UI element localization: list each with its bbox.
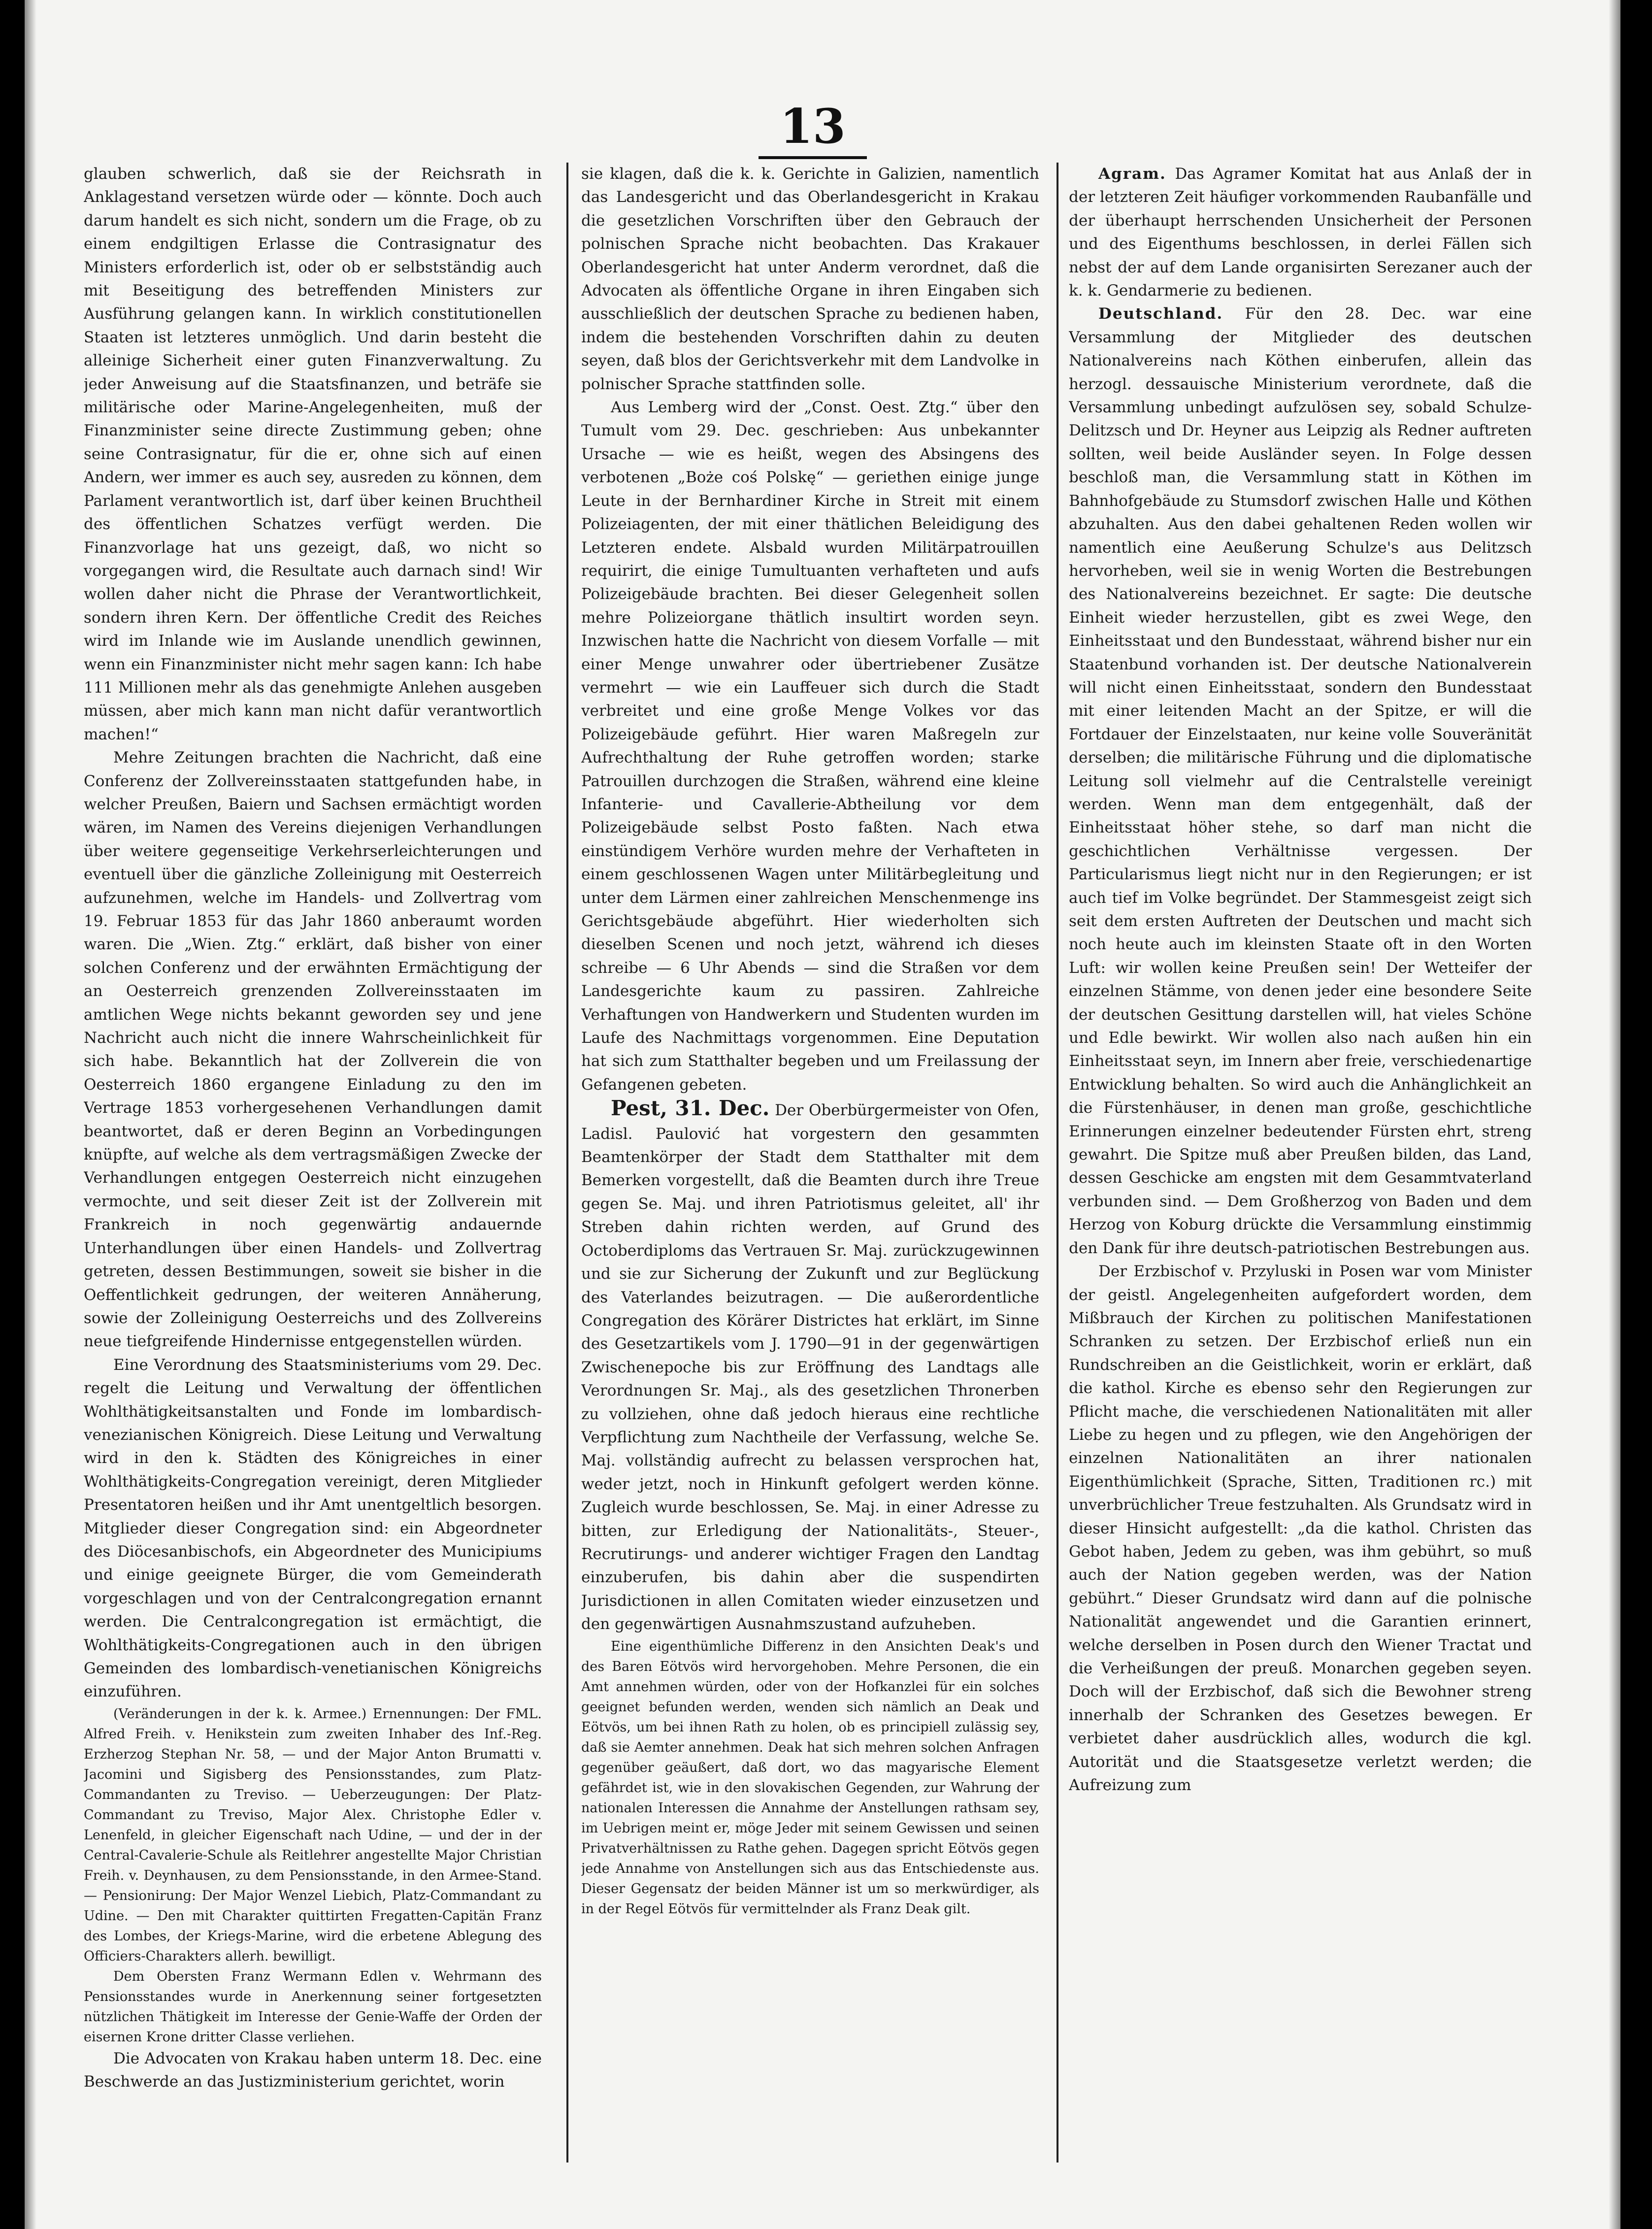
paragraph: Für den 28. Dec. war eine Versammlung der Mitglieder des deutschen Nationalvereins nach Köthen einberufen, allein das herzogl. dessauische Ministerium verordnete, daß die Versammlung unbedingt aufzulösen sey, sobald Schulze-Delitzsch und Dr. Heyner aus Leipzig als Redner auftreten sollten, weil beide Ausländer seyen. In Folge dessen beschloß man, die Versammlung statt in Köthen im Bahnhofgebäude zu Stumsdorf zwischen Halle und Köthen abzuhalten. Aus den dabei gehaltenen Reden wollen wir namentlich eine Aeußerung Schulze's aus Delitzsch hervorheben, weil sie in wenig Worten die Bestrebungen des Nationalvereins bezeichnet. Er sagte: Die deutsche Einheit wieder herzustellen, gibt es zwei Wege, den Einheitsstaat und den Bundesstaat, während bisher nur ein Staatenbund vorhanden ist. Der deutsche Nationalverein will nicht einen Einheitsstaat, sondern den Bundesstaat mit einer leitenden Macht an der Spitze, er will die Fortdauer der Einzelstaaten, nur keine volle Souveränität derselben; die militärische Führung und die diplomatische Leitung soll vielmehr auf die Centralstelle vereinigt werden. Wenn man dem entgegenhält, daß der Einheitsstaat höher stehe, so darf man nicht die geschichtlichen Verhältnisse vergessen. Der Particularismus liegt nicht nur in den Regierungen; er ist auch tief im Volke begründet. Der Stammesgeist zeigt sich seit dem ersten Auftreten der Deutschen und macht sich noch heute auch im kleinsten Staate oft in den Worten Luft: wir wollen keine Preußen sein! Der Wetteifer der einzelnen Stämme, von denen jeder eine besondere Seite der deutschen Gesittung darstellen will, hat vieles Schöne und Edle bewirkt. Wir wollen also nach außen hin ein Einheitsstaat seyn, im Innern aber freie, verschiedenartige Entwicklung behalten. So wird auch die Anhänglichkeit an die Fürstenhäuser, in denen man große, geschichtliche Erinnerungen einzelner bedeutender Fürsten ehrt, streng gewahrt. Die Spitze muß aber Preußen bilden, das Land, dessen Geschicke am engsten mit dem Gesammtvaterland verbunden sind. — Dem Großherzog von Baden und dem Herzog von Koburg drückte die Versammlung einstimmig den Dank für ihre deutsch-patriotischen Bestrebungen aus. [1069, 305, 1532, 1257]
column-3 [1069, 163, 1532, 2162]
paragraph: sie klagen, daß die k. k. Gerichte in Galizien, namentlich das Landesgericht und das Oberlandesgericht in Krakau die gesetzlichen Vorschriften über den Gebrauch der polnischen Sprache nicht beobachten. Das Krakauer Oberlandesgericht hat unter Anderm verordnet, daß die Advocaten als öffentliche Organe in ihren Eingaben sich ausschließlich der deutschen Sprache zu bedienen haben, indem die bestehenden Vorschriften dahin zu deuten seyen, daß blos der Gerichtsverkehr mit dem Landvolke in polnischer Sprache stattfinden solle. [581, 165, 1039, 393]
paragraph: glauben schwerlich, daß sie der Reichsrath in Anklagestand versetzen würde oder — könnte. Doch auch darum handelt es sich nicht, sondern um die Frage, ob zu einem endgiltigen Erlasse die Contrasignatur des Ministers erforderlich ist, oder ob er selbstständig auch mit Beseitigung des betreffenden Ministers zur Ausführung gelangen kann. In wirklich constitutionellen Staaten ist letzteres unmöglich. Und darin besteht die alleinige Sicherheit einer guten Finanzverwaltung. Zu jeder Anweisung auf die Staatsfinanzen, und beträfe sie militärische oder Marine-Angelegenheiten, muß der Finanzminister seine directe Zustimmung geben; ohne seine Contrasignatur, für die er, ohne sich auf einen Andern, wer immer es auch sey, ausreden zu können, dem Parlament verantwortlich ist, darf über keinen Bruchtheil des öffentlichen Schatzes verfügt werden. Die Finanzvorlage hat uns gezeigt, daß, wo nicht so vorgegangen wird, die Resultate auch darnach sind! Wir wollen daher nicht die Phrase der Verantwortlichkeit, sondern ihren Kern. Der öffentliche Credit des Reiches wird im Inlande wie im Auslande unendlich gewinnen, wenn ein Finanzminister nicht mehr sagen kann: Ich habe 111 Millionen mehr als das genehmigte Anlehen ausgeben müssen, aber mich kann man nicht dafür verantwortlich machen!“ [84, 165, 542, 743]
paragraph: (Veränderungen in der k. k. Armee.) Ernennungen: Der FML. Alfred Freih. v. Henikstein zum zweiten Inhaber des Inf.-Reg. Erzherzog Stephan Nr. 58, — und der Major Anton Brumatti v. Jacomini und Sigisberg des Pensionsstandes, zum Platz-Commandanten zu Treviso. — Ueberzeugungen: Der Platz-Commandant zu Treviso, Major Alex. Christophe Edler v. Lenenfeld, in gleicher Eigenschaft nach Udine, — und der in der Central-Cavalerie-Schule als Reitlehrer angestellte Major Christian Freih. v. Deynhausen, zu dem Pensionsstande, in den Armee-Stand. — Pensionirung: Der Major Wenzel Liebich, Platz-Commandant zu Udine. — Den mit Charakter quittirten Fregatten-Capitän Franz des Lombes, der Kriegs-Marine, wird die erbetene Ablegung des Officiers-Charakters allerh. bewilligt. [84, 1706, 542, 1964]
paragraph: Eine Verordnung des Staatsministeriums vom 29. Dec. regelt die Leitung und Verwaltung der öffentlichen Wohlthätigkeitsanstalten und Fonde im lombardisch-venezianischen Königreich. Diese Leitung und Verwaltung wird in den k. Städten des Königreiches in einer Wohlthätigkeits-Congregation vereinigt, deren Mitglieder Presentatoren heißen und ihr Amt unentgeltlich besorgen. Mitglieder dieser Congregation sind: ein Abgeordneter des Diöcesanbischofs, ein Abgeordneter des Municipiums und einige geeignete Bürger, die vom Gemeinderath vorgeschlagen und von der Centralcongregation ernannt werden. Die Centralcongregation ist ermächtigt, die Wohlthätigkeits-Congregationen auch in den übrigen Gemeinden des lombardisch-venetianischen Königreichs einzuführen. [84, 1356, 542, 1701]
paragraph: Mehre Zeitungen brachten die Nachricht, daß eine Conferenz der Zollvereinsstaaten stattgefunden habe, in welcher Preußen, Baiern und Sachsen ermächtigt worden wären, im Namen des Vereins diejenigen Verhandlungen über weitere gegenseitige Verkehrserleichterungen und eventuell über die gänzliche Zolleinigung mit Oesterreich aufzunehmen, welche im Handels- und Zollvertrag vom 19. Februar 1853 für das Jahr 1860 anberaumt worden waren. Die „Wien. Ztg.“ erklärt, daß bisher von einer solchen Conferenz und der erwähnten Ermächtigung der an Oesterreich grenzenden Zollvereinsstaaten im amtlichen Wege nichts bekannt geworden sey und jene Nachricht auch nicht die innere Wahrscheinlichkeit für sich habe. Bekanntlich hat der Zollverein die von Oesterreich 1860 ergangene Einladung zu den im Vertrage 1853 vorhergesehenen Verhandlungen damit beantwortet, daß er deren Beginn an Vorbedingungen knüpfte, auf welche als dem vertragsmäßigen Zwecke der Verhandlungen entgegen Oesterreich nicht einzugehen vermochte, und seit dieser Zeit ist der Zollverein mit Frankreich in noch gegenwärtig andauernde Unterhandlungen über einen Handels- und Zollvertrag getreten, dessen Bestimmungen, soweit sie bisher in die Oeffentlichkeit gedrungen, der weiteren Annäherung, sowie der Zolleinigung Oesterreichs und des Zollvereins neue tiefgreifende Hindernisse entgegenstellen würden. [84, 749, 542, 1351]
paragraph: Eine eigenthümliche Differenz in den Ansichten Deak's und des Baren Eötvös wird hervorgehoben. Mehre Personen, die ein Amt annehmen würden, oder von der Hofkanzlei für ein solches geeignet befunden werden, wenden sich nämlich an Deak und Eötvös, um bei ihnen Rath zu holen, ob es principiell zulässig sey, daß sie Aemter annehmen. Deak hat sich mehren solchen Anfragen gegenüber geäußert, daß dort, wo das magyarische Element gefährdet ist, wie in den slovakischen Gegenden, zur Wahrung der nationalen Interessen die Annahme der Anstellungen rathsam sey, im Uebrigen meint er, möge Jeder mit seinem Gewissen und seinen Privatverhältnissen zu Rathe gehen. Dagegen spricht Eötvös gegen jede Annahme von Anstellungen sich aus das Entschiedenste aus. Dieser Gegensatz der beiden Männer ist um so merkwürdiger, als in der Regel Eötvös für vermittelnder als Franz Deak gilt. [581, 1638, 1039, 1917]
column-2 [581, 163, 1039, 2162]
column-1 [84, 163, 542, 2162]
paragraph: Die Advocaten von Krakau haben unterm 18. Dec. eine Beschwerde an das Justizministerium gerichtet, worin [84, 2049, 542, 2091]
page-edge-shadow [25, 0, 36, 2229]
paragraph: Aus Lemberg wird der „Const. Oest. Ztg.“ über den Tumult vom 29. Dec. geschrieben: Aus unbekannter Ursache — wie es heißt, wegen des Absingens des verbotenen „Boże coś Polskę“ — geriethen einige junge Leute in der Bernhardiner Kirche in Streit mit einem Polizeiagenten, der mit einer thätlichen Beleidigung des Letzteren endete. Alsbald wurden Militärpatrouillen requirirt, die einige Tumultuanten verhafteten und aufs Polizeigebäude brachten. Bei dieser Gelegenheit sollen mehre Polizeiorgane thätlich insultirt worden seyn. Inzwischen hatte die Nachricht von diesem Vorfalle — mit einer Menge unwahrer oder übertriebener Zusätze vermehrt — wie ein Lauffeuer sich durch die Stadt verbreitet und eine große Menge Volkes vor das Polizeigebäude geführt. Hier waren Maßregeln zur Aufrechthaltung der Ruhe getroffen worden; starke Patrouillen durchzogen die Straßen, während eine kleine Infanterie- und Cavallerie-Abtheilung vor dem Polizeigebäude selbst Posto faßten. Nach etwa einstündigem Verhöre wurden mehre der Verhafteten in einem geschlossenen Wagen unter Militärbegleitung und unter dem Lärmen einer zahlreichen Menschenmenge ins Gerichtsgebäude abgeführt. Hier wiederholten sich dieselben Scenen und noch jetzt, während ich dieses schreibe — 6 Uhr Abends — sind die Straßen vor dem Landesgerichte kaum zu passiren. Zahlreiche Verhaftungen von Handwerkern und Studenten wurden im Laufe des Nachmittags vorgenommen. Eine Deputation hat sich zum Statthalter begeben und um Freilassung der Gefangenen gebeten. [581, 399, 1039, 1094]
dateline: Agram. [1098, 165, 1166, 183]
paragraph: Dem Obersten Franz Wermann Edlen v. Wehrmann des Pensionsstandes wurde in Anerkennung seiner fortgesetzten nützlichen Thätigkeit im Interesse der Genie-Waffe der Orden der eisernen Krone dritter Classe verliehen. [84, 1968, 542, 2045]
column-rule [1057, 163, 1058, 2162]
column-rule [566, 163, 568, 2162]
paragraph: Der Oberbürgermeister von Ofen, Ladisl. Paulović hat vorgestern den gesammten Beamtenkörper der Stadt dem Statthalter mit dem Bemerken vorgestellt, daß die Beamten durch ihre Treue gegen Se. Maj. und ihren Patriotismus geleitet, all' ihr Streben dahin richten werden, auf Grund des Octoberdiploms das Vertrauen Sr. Maj. zurückzugewinnen und sie zur Sicherung der Zukunft und zur Beglückung des Vaterlandes beizutragen. — Die außerordentliche Congregation des Körärer Districtes hat erklärt, im Sinne des Gesetzartikels vom J. 1790—91 in der gegenwärtigen Zwischenepoche bis zur Eröffnung des Landtags alle Verordnungen Sr. Maj., als des gesetzlichen Thronerben zu vollziehen, ohne daß jedoch hieraus eine rechtliche Verpflichtung zum Nachtheile der Verfassung, welche Se. Maj. vollständig aufrecht zu belassen versprochen hat, weder jetzt, noch in Hinkunft gefolgert werden könne. Zugleich wurde beschlossen, Se. Maj. in einer Adresse zu bitten, zur Erledigung der Nationalitäts-, Steuer-, Recrutirungs- und anderer wichtiger Fragen den Landtag einzuberufen, bis dahin aber die suspendirten Jurisdictionen in allen Comitaten wieder einzusetzen und den gegenwärtigen Ausnahmszustand aufzuheben. [581, 1101, 1039, 1633]
newspaper-page [25, 0, 1620, 2229]
section-heading: Deutschland. [1098, 305, 1223, 323]
dateline: Pest, 31. Dec. [611, 1096, 770, 1121]
paragraph: Das Agramer Komitat hat aus Anlaß der in der letzteren Zeit häufiger vorkommenden Raubanfälle und der überhaupt herrschenden Unsicherheit der Personen und des Eigenthums beschlossen, in derlei Fällen sich nebst der auf dem Lande organisirten Serezaner auch der k. k. Gendarmerie zu bedienen. [1069, 165, 1532, 300]
paragraph: Der Erzbischof v. Przyluski in Posen war vom Minister der geistl. Angelegenheiten aufgefordert worden, dem Mißbrauch der Kirchen zu politischen Manifestationen Schranken zu setzen. Der Erzbischof erließ nun ein Rundschreiben an die Geistlichkeit, worin er erklärt, daß die kathol. Kirche es ebenso sehr den Regierungen zur Pflicht mache, die verschiedenen Nationalitäten mit aller Liebe zu hegen und zu pflegen, wie den Angehörigen der einzelnen Nationalitäten an ihrer nationalen Eigenthümlichkeit (Sprache, Sitten, Traditionen rc.) mit unverbrüchlicher Treue festzuhalten. Als Grundsatz wird in dieser Hinsicht aufgestellt: „da die kathol. Christen das Gebot haben, Jedem zu geben, was ihm gebührt, so muß auch der Nation gegeben werden, was der Nation gebührt.“ Dieser Grundsatz wird dann auf die polnische Nationalität angewendet und die Garantien erinnert, welche derselben in Posen durch den Wiener Tractat und die Verheißungen der preuß. Monarchen gegeben seyen. Doch will der Erzbischof, daß sich die Bewohner streng innerhalb der Schranken des Gesetzes bewegen. Er verbietet daher ausdrücklich alles, wodurch die kgl. Autorität und die Staatsgesetze verletzt werden; die Aufreizung zum [1069, 1263, 1532, 1795]
page-edge-shadow [1609, 0, 1620, 2229]
page-number: 13 [759, 99, 867, 159]
